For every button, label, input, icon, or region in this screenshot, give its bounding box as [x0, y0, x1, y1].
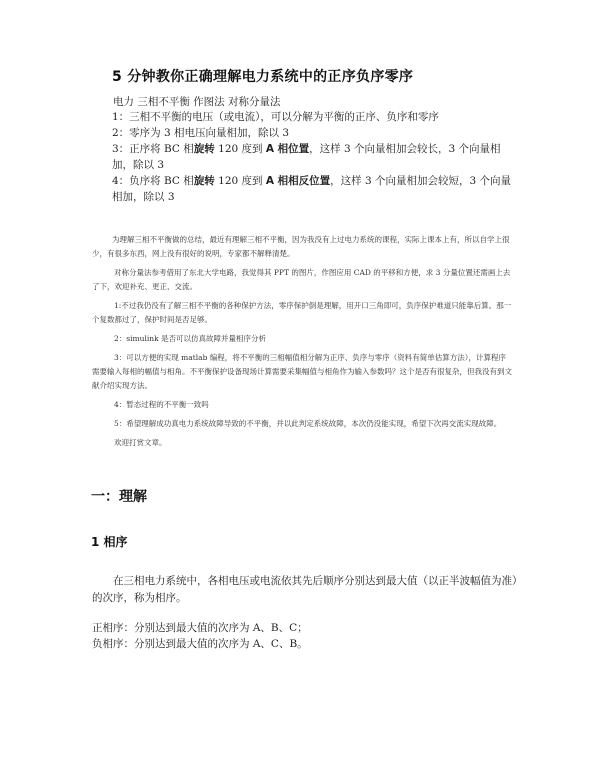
body-paragraph: 在三相电力系统中，各相电压或电流依其先后顺序分别达到最大值（以正半波幅值为准）的次序，称为相序。 — [92, 575, 518, 604]
sequence-line: 负相序：分别达到最大值的次序为 A、C、B。 — [92, 638, 308, 650]
author-notes — [92, 233, 512, 455]
intro-list — [112, 109, 512, 205]
note-paragraph: 为理解三相不平衡做的总结，最近有理解三相不平衡，因为我没有上过电力系统的课程，实际上课本上有，所以自学上很少，有很多东西，网上没有很好的说明，专家都不解释清楚。 — [92, 235, 510, 258]
note-paragraph: 4：暂态过程的不平衡一致吗 — [114, 400, 209, 409]
intro-item: 4：负序将 BC 相旋转 120 度到 A 相相反位置，这样 3 个向量相加会较短，3 个向量相加，除以 3 — [112, 175, 512, 203]
article-tags: 电力 三相不平衡 作图法 对称分量法 — [113, 96, 281, 108]
intro-item: 2：零序为 3 相电压向量相加，除以 3 — [112, 127, 290, 139]
note-paragraph: 2：simulink 是否可以仿真故障并量相序分析 — [114, 334, 267, 343]
note-paragraph: 对称分量法参考借用了东北大学电路，我觉得其 PPT 的图片，作图应用 CAD 的平移和方便，求 3 分量位置还需画上去了下，欢迎补充、更正、交流。 — [92, 268, 511, 291]
sequence-line: 正相序：分别达到最大值的次序为 A、B、C； — [92, 622, 308, 634]
intro-item: 1：三相不平衡的电压（或电流），可以分解为平衡的正序、负序和零序 — [112, 111, 439, 123]
note-paragraph: 3：可以方便的实现 matlab 编程，将不平衡的三相幅值相分解为正序、负序与零序（资料有简单估算方法），计算程序需要输入每相的幅值与相角。不平衡保护设备现场计算需要采集幅值与相角作为输入参数吗？这个是否有很复杂，但我没有到文献介绍实现方法。 — [92, 353, 512, 390]
note-paragraph: 1:不过我仍没有了解三相不平衡的各种保护方法，零序保护倒是理解，用开口三角即可，负序保护难道只能靠后算。那一个复数都过了，保护时间是否足够。 — [92, 301, 512, 324]
phase-sequence-list — [92, 620, 522, 652]
section-heading: 一：理解 — [91, 489, 147, 505]
note-paragraph: 欢迎打赏文章。 — [114, 438, 167, 447]
article-title: 5 分钟教你正确理解电力系统中的正序负序零序 — [112, 69, 414, 85]
note-paragraph: 5：希望理解成功真电力系统故障导致的不平衡，并以此判定系统故障，本次仍没能实现，希望下次再交流实现故障。 — [114, 419, 502, 428]
intro-item: 3：正序将 BC 相旋转 120 度到 A 相位置，这样 3 个向量相加会较长，3 个向量相加，除以 3 — [112, 143, 501, 171]
subsection-heading: 1 相序 — [91, 535, 128, 549]
